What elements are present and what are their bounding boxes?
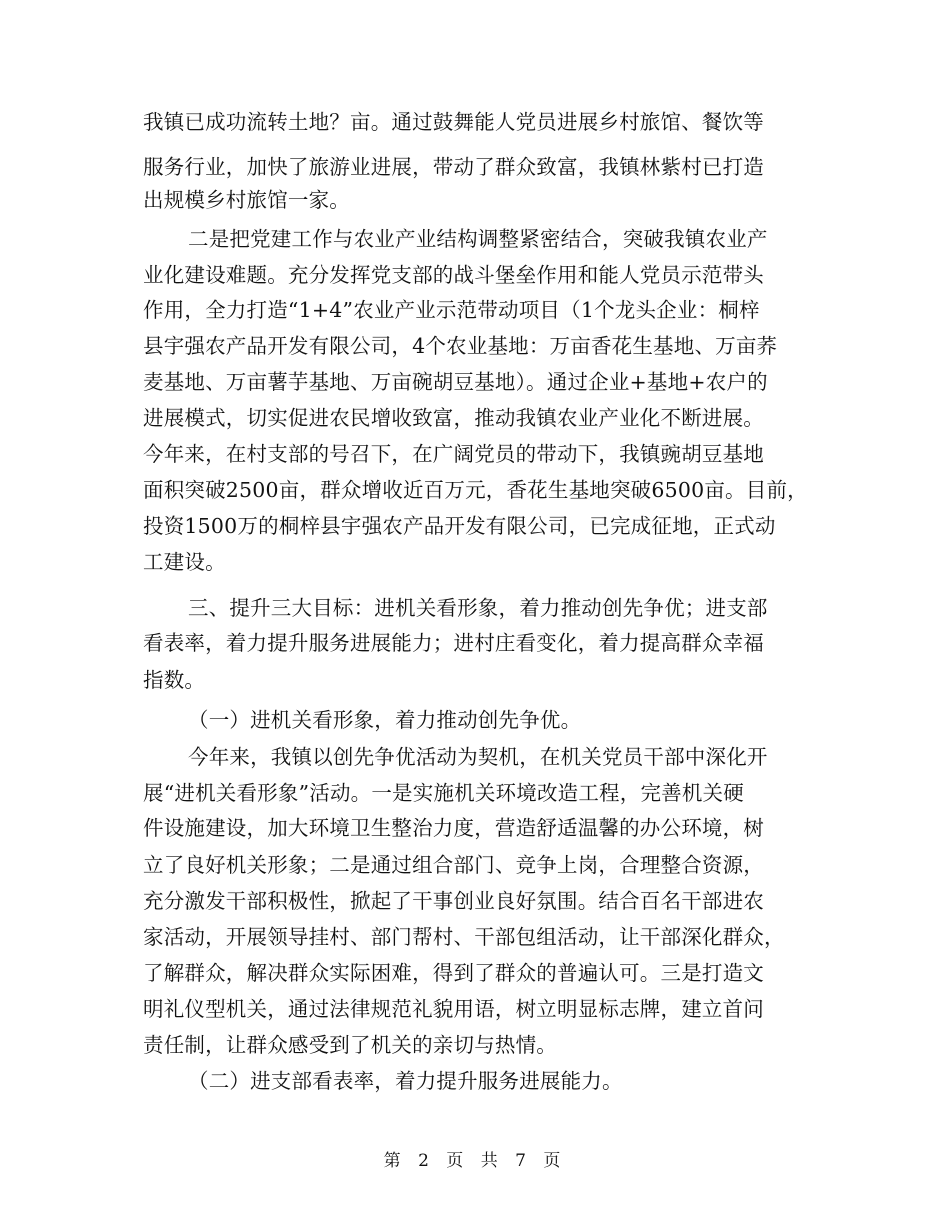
text-line: 面积突破2500亩，群众增收近百万元，香花生基地突破6500亩。目前， — [143, 478, 808, 502]
text-line: 作用，全力打造“1+4”农业产业示范带动项目（1个龙头企业：桐梓 — [143, 298, 760, 322]
text-line: 进展模式，切实促进农民增收致富，推动我镇农业产业化不断进展。 — [143, 406, 764, 430]
text-line: 二是把党建工作与农业产业结构调整紧密结合，突破我镇农业产 — [188, 227, 768, 251]
text-line: 今年来，在村支部的号召下，在广阔党员的带动下，我镇豌胡豆基地 — [143, 442, 764, 466]
text-line: 责任制，让群众感受到了机关的亲切与热情。 — [143, 1033, 557, 1057]
text-line: 县宇强农产品开发有限公司，4个农业基地：万亩香花生基地、万亩荞 — [143, 334, 778, 358]
page-footer: 第 2 页 共 7 页 — [383, 1151, 567, 1171]
text-line: 明礼仪型机关，通过法律规范礼貌用语，树立明显标志牌，建立首问 — [143, 997, 764, 1021]
text-line: 业化建设难题。充分发挥党支部的战斗堡垒作用和能人党员示范带头 — [143, 263, 764, 287]
text-line: 工建设。 — [143, 550, 226, 574]
text-line: 今年来，我镇以创先争优活动为契机，在机关党员干部中深化开 — [188, 745, 768, 769]
section-heading: （二）进支部看表率，着力提升服务进展能力。 — [188, 1069, 623, 1093]
text-line: 三、提升三大目标：进机关看形象，着力推动创先争优；进支部 — [188, 596, 768, 620]
text-line: 指数。 — [143, 668, 206, 692]
text-line: 麦基地、万亩薯芋基地、万亩碗胡豆基地）。通过企业+基地+农户的 — [143, 370, 768, 394]
text-line: 充分激发干部积极性，掀起了干事创业良好氛围。结合百名干部进农 — [143, 889, 764, 913]
text-line: 家活动，开展领导挂村、部门帮村、干部包组活动，让干部深化群众， — [143, 925, 785, 949]
text-line: 看表率，着力提升服务进展能力；进村庄看变化，着力提高群众幸福 — [143, 631, 764, 655]
text-line: 件设施建设，加大环境卫生整治力度，营造舒适温馨的办公环境，树 — [143, 816, 764, 840]
section-heading: （一）进机关看形象，着力推动创先争优。 — [188, 708, 582, 732]
text-line: 投资1500万的桐梓县宇强农产品开发有限公司，已完成征地，正式动 — [143, 514, 776, 538]
text-line: 服务行业，加快了旅游业进展，带动了群众致富，我镇林紫村已打造 — [143, 155, 764, 179]
text-line: 出规模乡村旅馆一家。 — [143, 188, 350, 212]
text-line: 了解群众，解决群众实际困难，得到了群众的普遍认可。三是打造文 — [143, 961, 764, 985]
text-line: 展“进机关看形象”活动。一是实施机关环境改造工程，完善机关硬 — [143, 781, 744, 805]
text-line: 我镇已成功流转土地？亩。通过鼓舞能人党员进展乡村旅馆、餐饮等 — [143, 110, 764, 134]
text-line: 立了良好机关形象；二是通过组合部门、竞争上岗，合理整合资源， — [143, 853, 764, 877]
